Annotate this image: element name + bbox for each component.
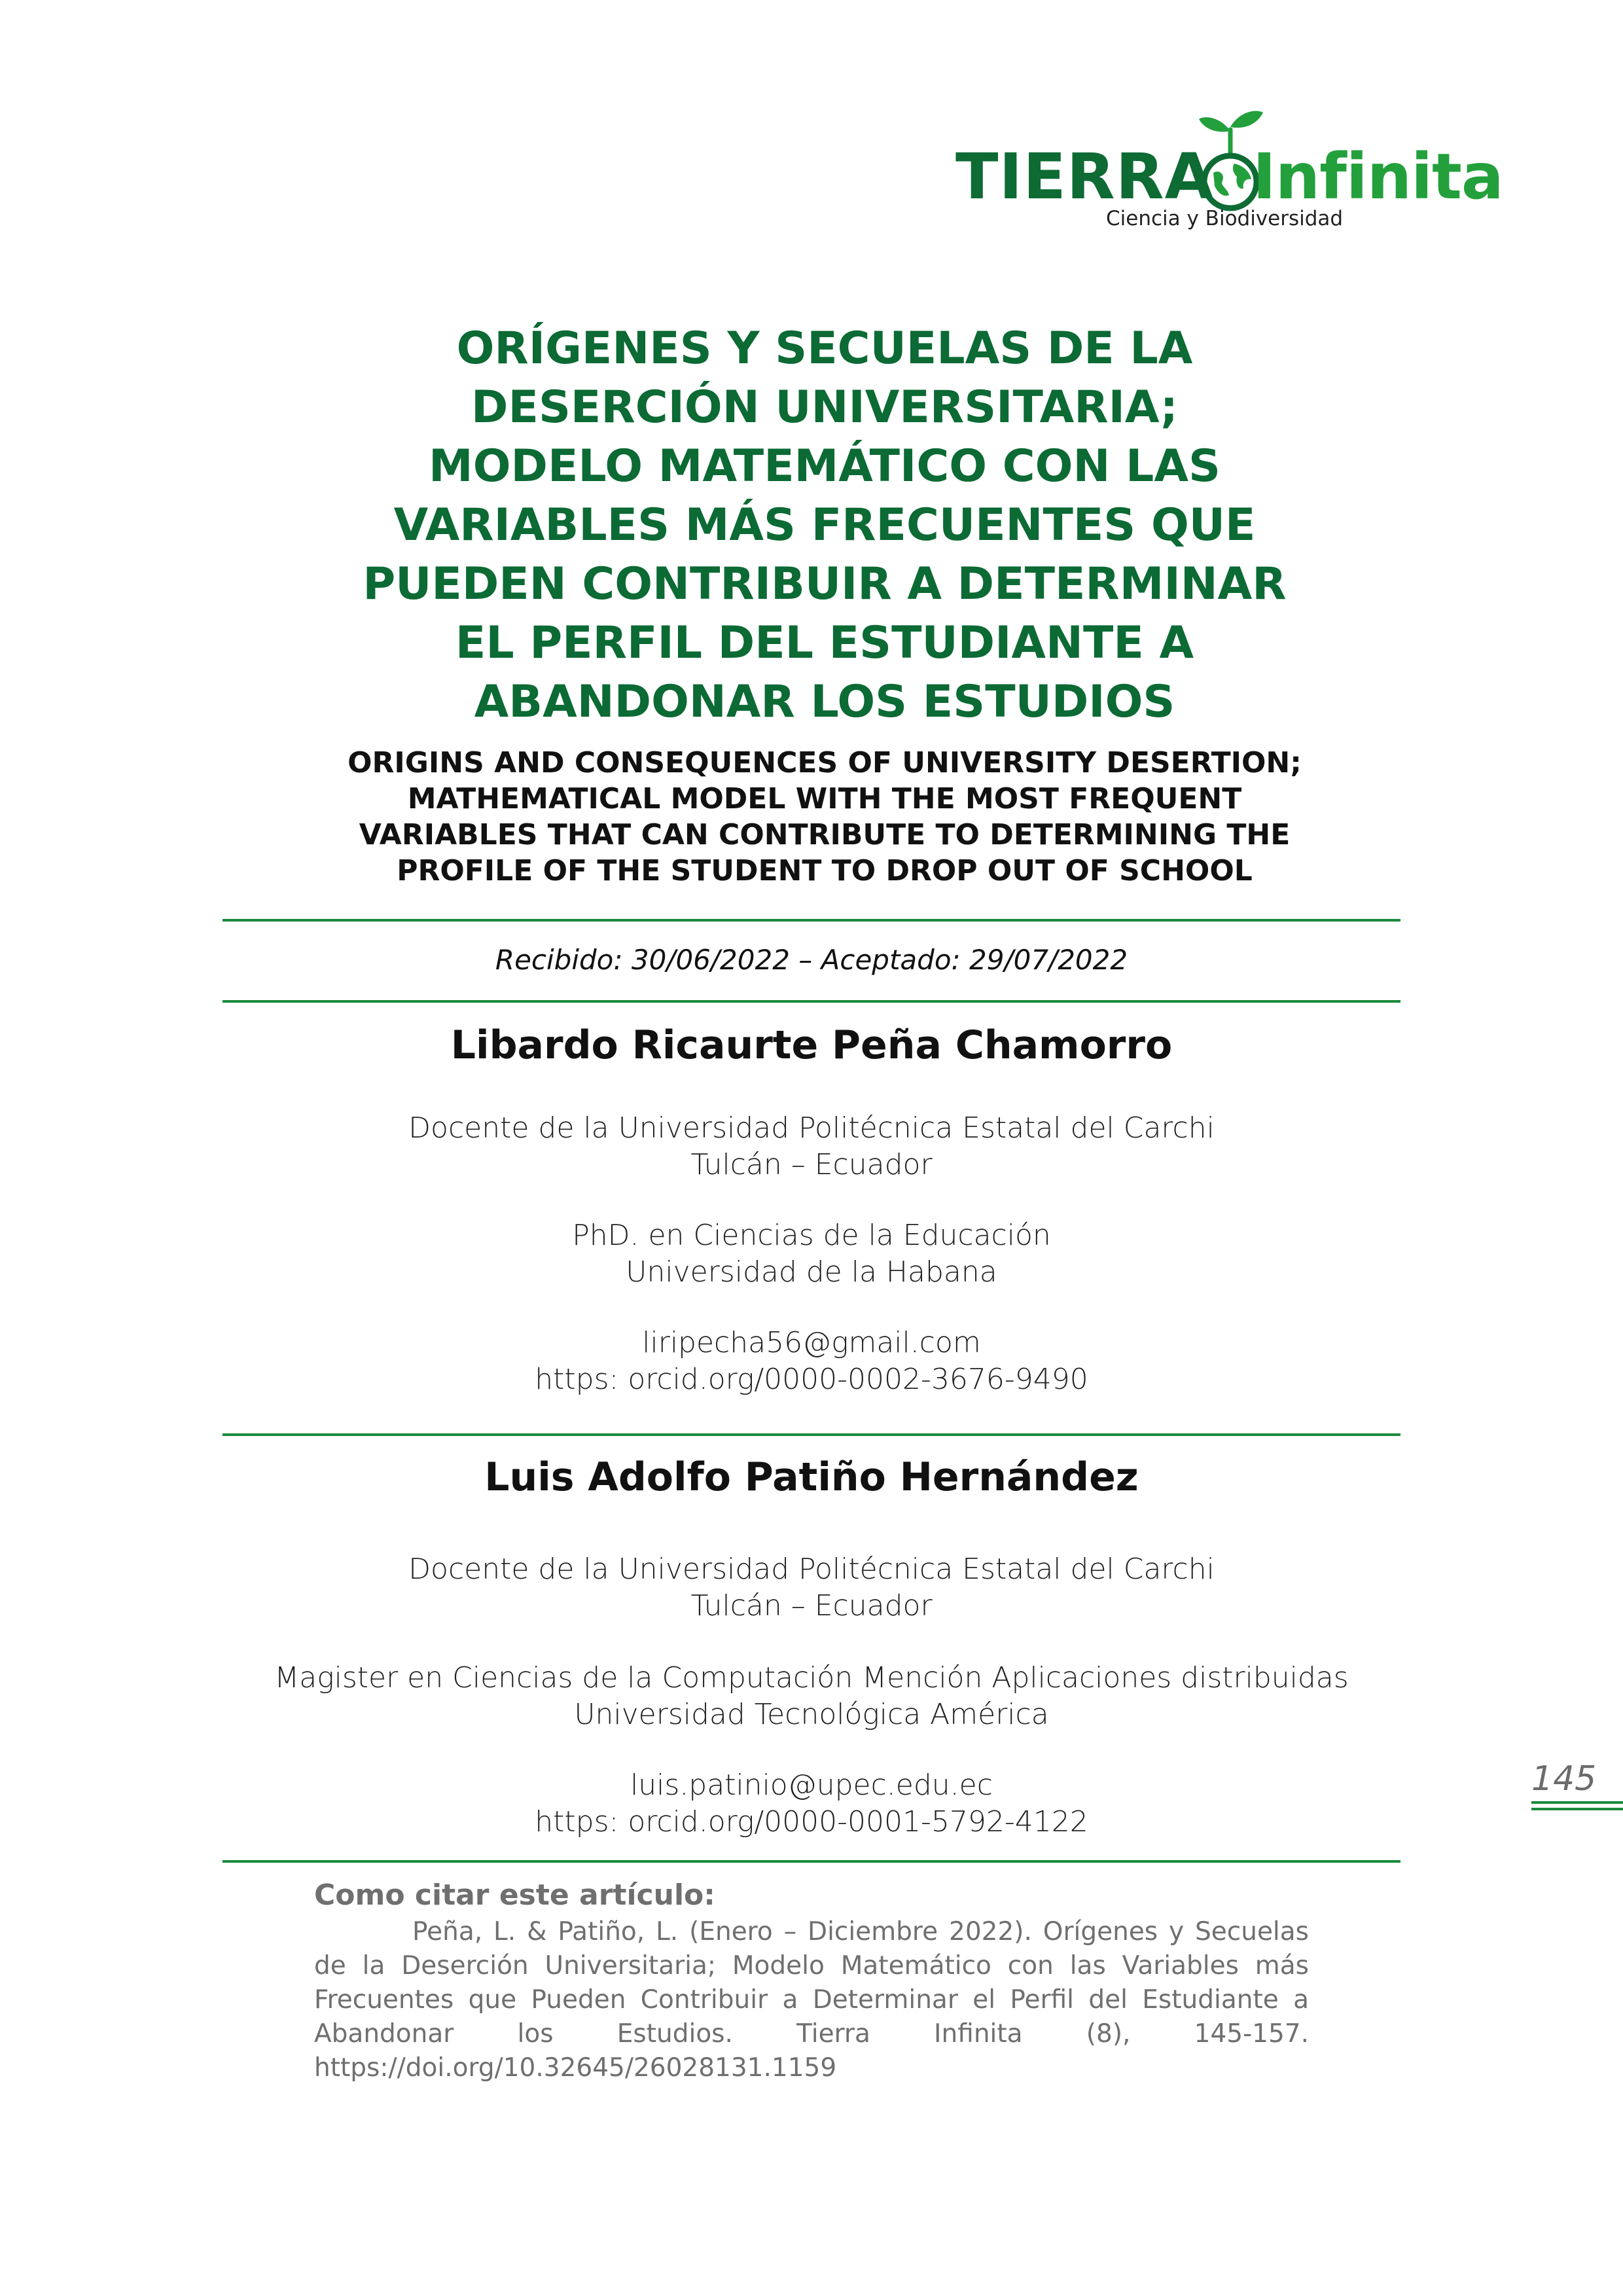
author-degree-block: [223, 1660, 1400, 1733]
article-title-english: [288, 745, 1361, 889]
title-line: ABANDONAR LOS ESTUDIOS: [474, 676, 1175, 728]
author-degree-institution: Universidad de la Habana: [626, 1255, 997, 1289]
author-name: Libardo Ricaurte Peña Chamorro: [450, 1022, 1173, 1068]
title-line: PROFILE OF THE STUDENT TO DROP OUT OF SCHOOL: [397, 854, 1253, 888]
author-orcid[interactable]: https: orcid.org/0000-0001-5792-4122: [535, 1805, 1088, 1839]
divider: [223, 919, 1400, 922]
divider: [223, 1860, 1400, 1863]
title-line: EL PERFIL DEL ESTUDIANTE A: [455, 617, 1194, 669]
author-email[interactable]: liripecha56@gmail.com: [642, 1326, 981, 1359]
title-line: VARIABLES THAT CAN CONTRIBUTE TO DETERMINING THE: [359, 818, 1291, 852]
page-number: 145: [1531, 1759, 1597, 1799]
logo-text-infinita: Infinita: [1253, 140, 1503, 213]
author-email[interactable]: luis.patinio@upec.edu.ec: [630, 1768, 993, 1802]
page-number-rule: [1531, 1808, 1623, 1810]
journal-logo: [955, 105, 1503, 236]
author-location: Tulcán – Ecuador: [690, 1589, 933, 1623]
author-location: Tulcán – Ecuador: [690, 1148, 933, 1181]
page-number-rule: [1531, 1801, 1623, 1804]
author-position: Docente de la Universidad Politécnica Estatal del Carchi: [408, 1111, 1215, 1145]
title-line: DESERCIÓN UNIVERSITARIA;: [471, 382, 1178, 433]
author-orcid[interactable]: https: orcid.org/0000-0002-3676-9490: [535, 1363, 1088, 1396]
title-line: ORIGINS AND CONSEQUENCES OF UNIVERSITY DESERTION;: [348, 746, 1302, 780]
received-accepted-dates: Recibido: 30/06/2022 – Aceptado: 29/07/2022: [495, 944, 1128, 976]
title-line: PUEDEN CONTRIBUIR A DETERMINAR: [363, 558, 1287, 610]
citation-heading: Como citar este artículo:: [314, 1878, 715, 1912]
divider: [223, 1433, 1400, 1436]
logo-text-tierra: TIERRA: [955, 140, 1214, 213]
title-line: MATHEMATICAL MODEL WITH THE MOST FREQUENT: [407, 782, 1242, 816]
author-affiliation: [223, 1110, 1400, 1183]
author-degree-block: [223, 1217, 1400, 1291]
author-position: Docente de la Universidad Politécnica Estatal del Carchi: [408, 1552, 1215, 1586]
title-line: VARIABLES MÁS FRECUENTES QUE: [393, 499, 1256, 551]
title-line: MODELO MATEMÁTICO CON LAS: [429, 440, 1221, 492]
author-degree: Magister en Ciencias de la Computación Mención Aplicaciones distribuidas: [274, 1661, 1349, 1695]
citation-block: [314, 1878, 1309, 2085]
citation-text: Peña, L. & Patiño, L. (Enero – Diciembre 2022). Orígenes y Secuelas de la Deserción Universitaria; Modelo Matemático con las Variables más Frecuentes que Pueden Contribuir a Determinar el Perfil del Estudiante a Abandonar los Estudios. Tierra Infinita (8), 145-157. https://doi.org/10.32645/26028131.1159: [314, 1917, 1309, 2083]
title-line: ORÍGENES Y SECUELAS DE LA: [456, 323, 1193, 374]
author-degree-institution: Universidad Tecnológica América: [574, 1698, 1049, 1731]
logo-tagline: Ciencia y Biodiversidad: [1106, 207, 1344, 230]
article-title-spanish: [288, 319, 1361, 732]
divider: [223, 1000, 1400, 1003]
author-name: Luis Adolfo Patiño Hernández: [484, 1454, 1139, 1500]
author-affiliation: [223, 1551, 1400, 1624]
author-contact: [223, 1767, 1400, 1840]
author-contact: [223, 1325, 1400, 1398]
author-degree: PhD. en Ciencias de la Educación: [572, 1219, 1051, 1252]
